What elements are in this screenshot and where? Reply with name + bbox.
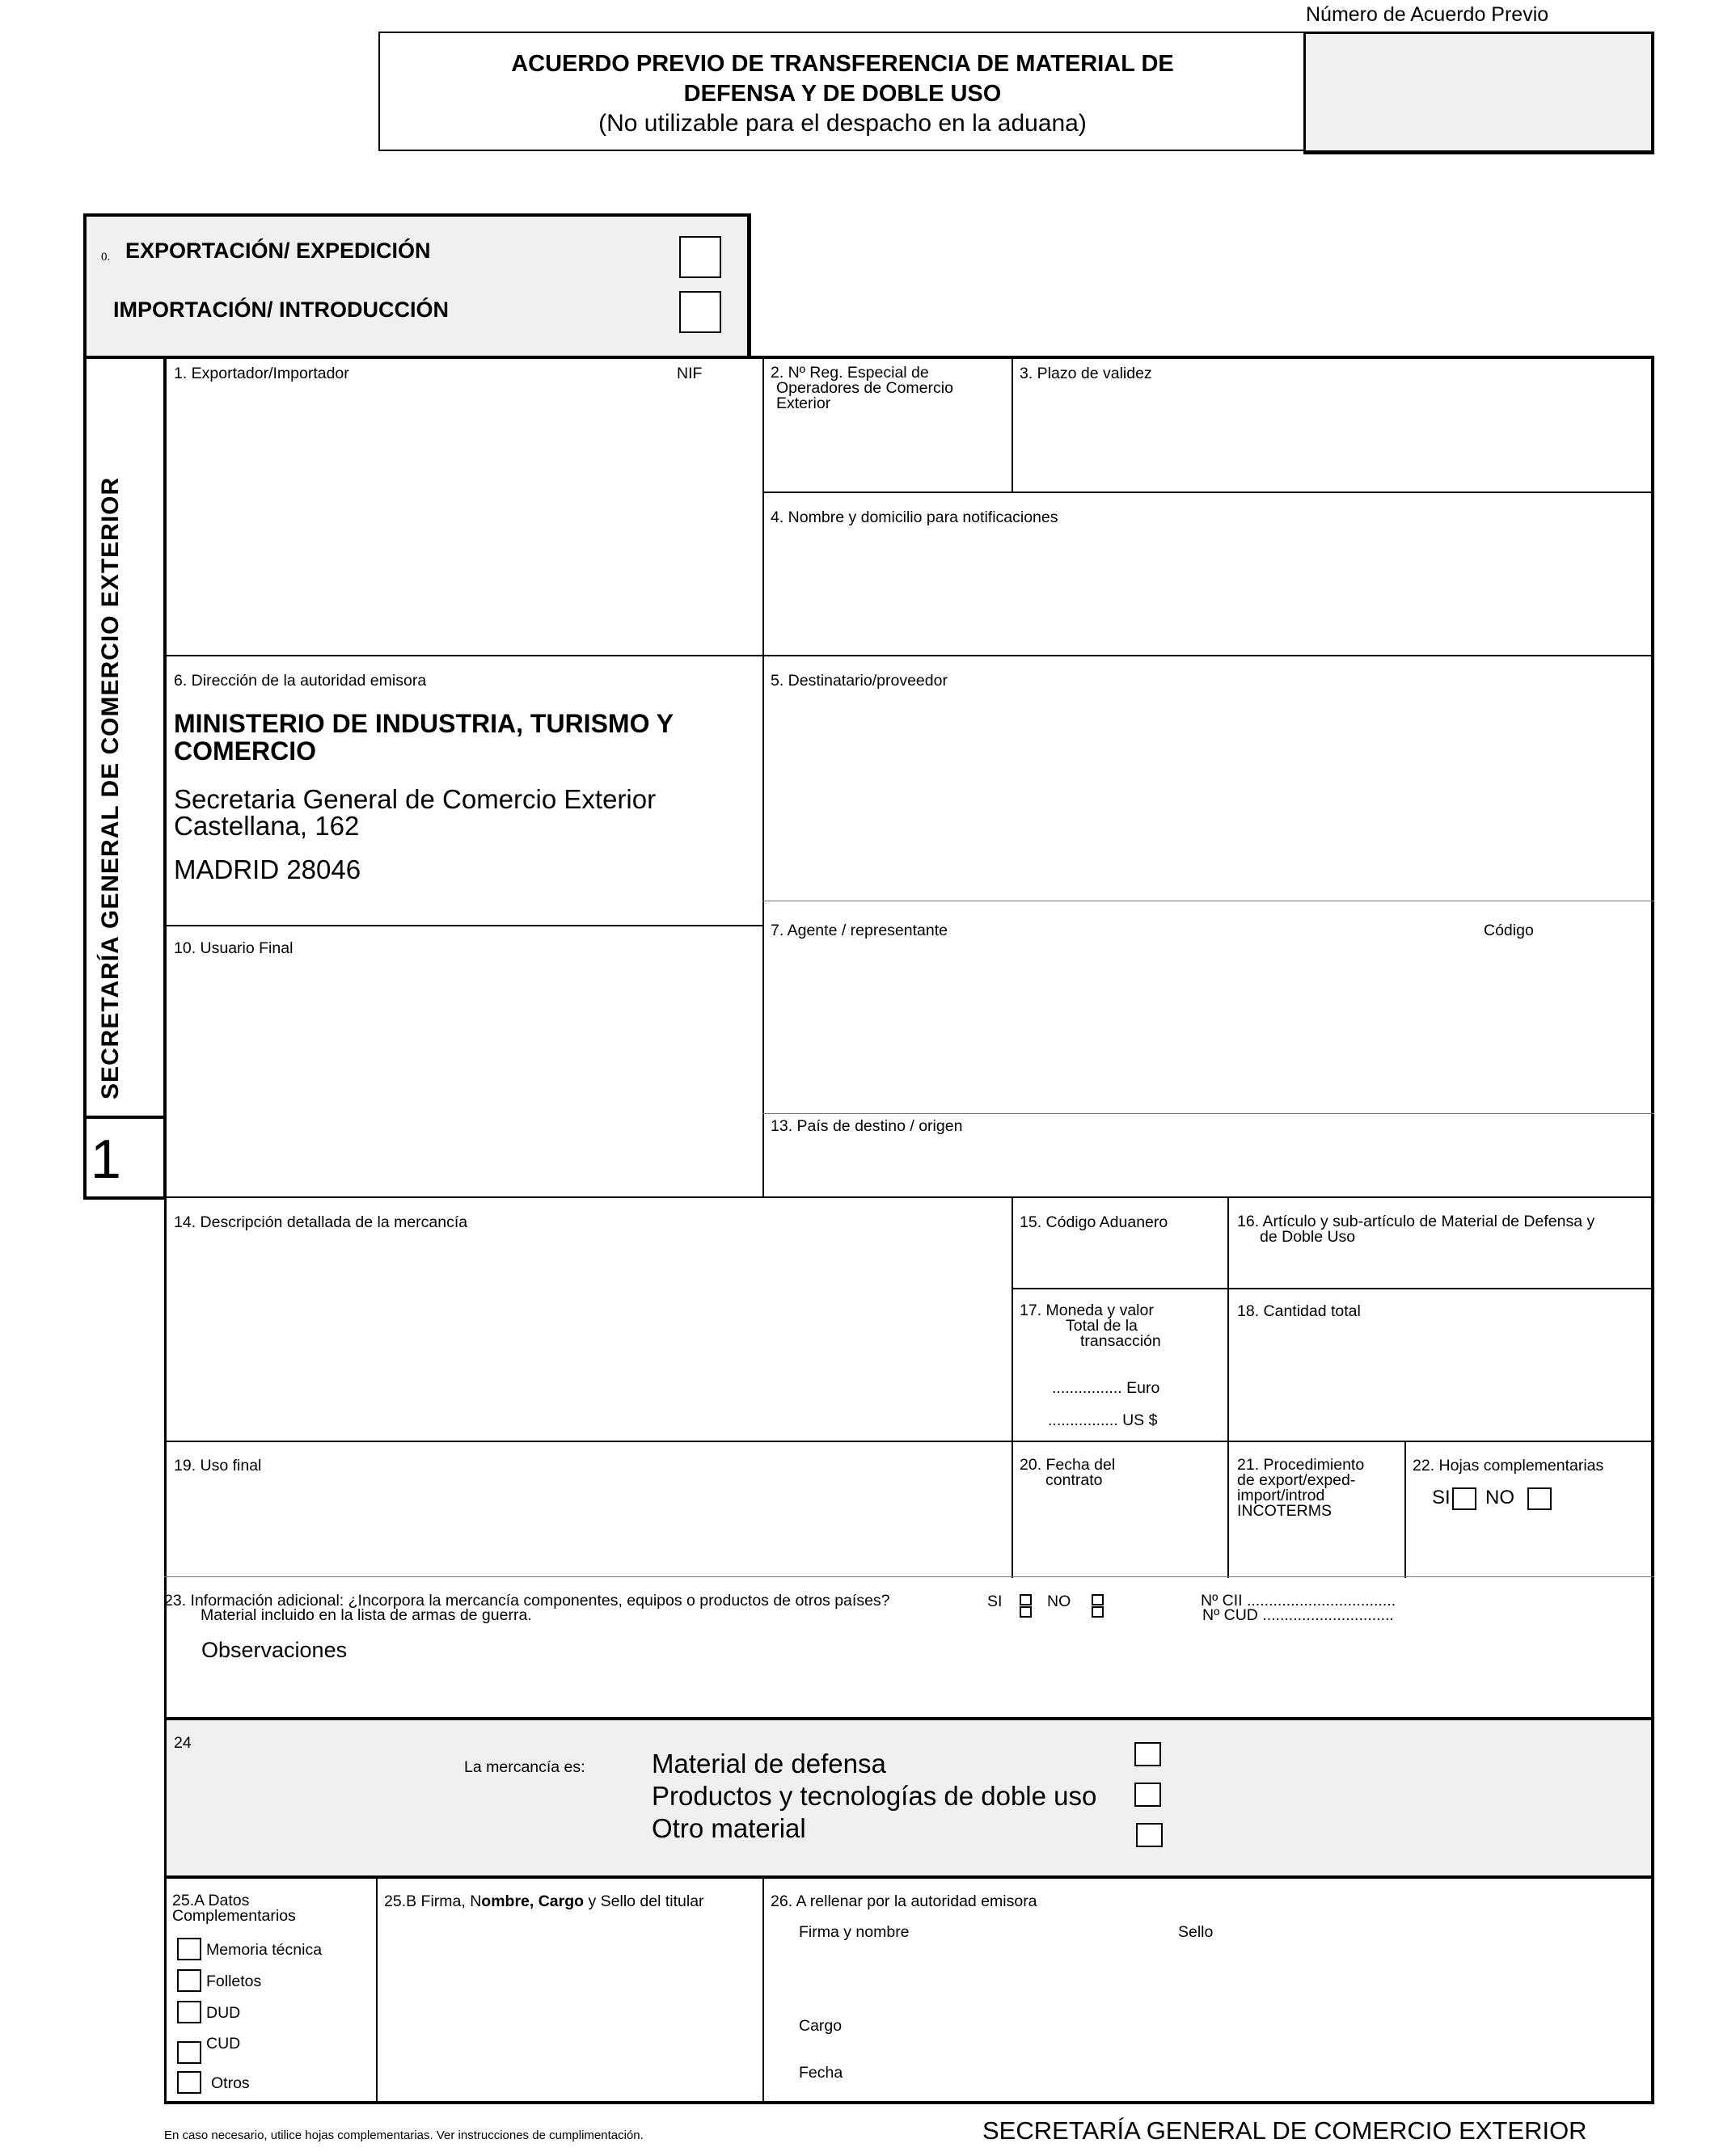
field-goods-type	[167, 1720, 1651, 1875]
section-export-import	[83, 213, 751, 359]
field-14-label: 14. Descripción detallada de la mercancía	[174, 1213, 468, 1231]
footer-note: En caso necesario, utilice hojas complementarias. Ver instrucciones de cumplimentación.	[164, 2129, 644, 2142]
field-additional-info[interactable]	[166, 1578, 1652, 1717]
field-25a-label-line1: 25.A Datos	[172, 1892, 250, 1909]
field-22-si-checkbox[interactable]	[1452, 1487, 1476, 1510]
field-16-label-line1: 16. Artículo y sub-artículo de Material de Defensa y	[1237, 1213, 1595, 1230]
divider-row-13	[762, 1113, 1654, 1114]
field-2-label-line1: 2. Nº Reg. Especial de	[771, 364, 929, 382]
field-24-label: 24	[174, 1734, 192, 1752]
field-23-si-label: SI	[987, 1593, 1003, 1610]
field-23-si-checkbox-1[interactable]	[1020, 1594, 1032, 1605]
side-vertical-text-wrap	[87, 356, 124, 1116]
field-25a-label-line2: Complementarios	[172, 1907, 296, 1925]
import-label: IMPORTACIÓN/ INTRODUCCIÓN	[113, 297, 449, 322]
goods-type-other-label: Otro material	[652, 1813, 806, 1843]
divider-row-23	[164, 1576, 1654, 1577]
brochures-checkbox[interactable]	[177, 1969, 201, 1992]
field-goods-description[interactable]	[166, 1198, 1012, 1441]
field-17-label-line1: 17. Moneda y valor	[1020, 1302, 1154, 1319]
field-1-nif-label: NIF	[677, 365, 703, 382]
field-complementary-sheets	[1406, 1442, 1652, 1576]
brochures-label: Folletos	[206, 1972, 262, 1990]
field-22-no-label: NO	[1485, 1487, 1514, 1508]
field-23-no-checkbox-2[interactable]	[1092, 1606, 1104, 1618]
field-7-code-label: Código	[1484, 922, 1534, 939]
field-contract-date[interactable]	[1013, 1442, 1227, 1576]
field-end-use[interactable]	[166, 1442, 1012, 1576]
field-validity[interactable]	[1013, 359, 1652, 492]
field-4-label: 4. Nombre y domicilio para notificaciones	[771, 508, 1058, 526]
goods-type-dual-use-label: Productos y tecnologías de doble uso	[652, 1781, 1097, 1811]
field-22-label: 22. Hojas complementarias	[1413, 1457, 1604, 1475]
field-23-cud: Nº CUD ..............................	[1202, 1606, 1394, 1624]
field-destination-country[interactable]	[764, 1115, 1652, 1196]
agreement-number-field[interactable]	[1303, 32, 1654, 154]
goods-type-dual-use-checkbox[interactable]	[1134, 1783, 1161, 1807]
field-21-label-line2: de export/exped-	[1237, 1471, 1356, 1489]
field-23-no-label: NO	[1047, 1593, 1071, 1610]
field-operator-registry[interactable]	[764, 359, 1012, 492]
field-15-label: 15. Código Aduanero	[1020, 1213, 1168, 1231]
field-notification-address[interactable]	[764, 493, 1652, 655]
field-2-label-line2: Operadores de Comercio	[776, 379, 953, 397]
field-7-label: 7. Agente / representante	[771, 922, 948, 939]
goods-type-defense-label: Material de defensa	[652, 1749, 886, 1778]
field-exporter-importer[interactable]	[166, 359, 762, 655]
agreement-number-label: Número de Acuerdo Previo	[1306, 3, 1549, 26]
dud-label: DUD	[206, 2004, 241, 2022]
field-2-label-line3: Exterior	[776, 394, 831, 412]
field-23-si-checkbox-2[interactable]	[1020, 1606, 1032, 1618]
cud-label: CUD	[206, 2035, 241, 2053]
field-21-label-line1: 21. Procedimiento	[1237, 1456, 1365, 1474]
section0-number: 0.	[101, 251, 111, 264]
field-article-subarticle[interactable]	[1229, 1198, 1652, 1288]
form-title-line1: ACUERDO PREVIO DE TRANSFERENCIA DE MATERIAL DE	[511, 51, 1174, 77]
technical-report-checkbox[interactable]	[177, 1938, 201, 1960]
field-23-label-line1: 23. Información adicional: ¿Incorpora la mercancía componentes, equipos o productos de otros países?	[164, 1592, 890, 1610]
field-1-label: 1. Exportador/Importador	[174, 365, 349, 382]
field-total-quantity[interactable]	[1229, 1289, 1652, 1441]
field-26-date-label: Fecha	[799, 2064, 843, 2082]
field-17-euro: ................ Euro	[1052, 1379, 1160, 1397]
authority-address-line1: Secretaria General de Comercio Exterior	[174, 784, 657, 814]
field-holder-signature[interactable]	[378, 1879, 762, 2104]
field-19-label: 19. Uso final	[174, 1457, 262, 1475]
others-checkbox[interactable]	[177, 2071, 201, 2094]
field-22-si-label: SI	[1432, 1487, 1451, 1508]
field-23-observations-label: Observaciones	[201, 1638, 348, 1662]
copy-number: 1	[91, 1129, 121, 1190]
field-26-signature-label: Firma y nombre	[799, 1923, 910, 1941]
field-17-label-line3: transacción	[1080, 1332, 1161, 1350]
field-5-label: 5. Destinatario/proveedor	[771, 672, 948, 690]
dud-checkbox[interactable]	[177, 2001, 201, 2023]
field-issuing-authority-use	[764, 1879, 1652, 2104]
export-label: EXPORTACIÓN/ EXPEDICIÓN	[125, 238, 431, 263]
field-consignee-supplier[interactable]	[764, 656, 1652, 901]
others-label: Otros	[211, 2074, 250, 2092]
import-checkbox[interactable]	[679, 291, 721, 333]
field-25b-label: 25.B Firma, Nombre, Cargo y Sello del titular	[384, 1892, 704, 1910]
field-issuing-authority	[166, 656, 762, 925]
field-24-intro: La mercancía es:	[464, 1758, 585, 1776]
field-customs-code[interactable]	[1013, 1198, 1227, 1288]
field-22-no-checkbox[interactable]	[1527, 1487, 1552, 1510]
ministry-name-line1: MINISTERIO DE INDUSTRIA, TURISMO Y	[174, 709, 674, 738]
form-title-line2: DEFENSA Y DE DOBLE USO	[683, 81, 1002, 107]
field-3-label: 3. Plazo de validez	[1020, 365, 1152, 382]
ministry-name-line2: COMERCIO	[174, 736, 316, 766]
field-21-label-line3: import/introd	[1237, 1487, 1325, 1504]
authority-address-line3: MADRID 28046	[174, 854, 361, 884]
field-23-cii: Nº CII ..................................	[1201, 1592, 1396, 1610]
cud-checkbox[interactable]	[177, 2041, 201, 2064]
authority-address-line2: Castellana, 162	[174, 811, 360, 841]
footer-organization: SECRETARÍA GENERAL DE COMERCIO EXTERIOR	[982, 2116, 1587, 2145]
field-17-label-line2: Total de la	[1066, 1317, 1138, 1335]
field-18-label: 18. Cantidad total	[1237, 1302, 1361, 1320]
field-10-label: 10. Usuario Final	[174, 939, 294, 957]
field-20-label-line2: contrato	[1045, 1471, 1103, 1489]
field-20-label-line1: 20. Fecha del	[1020, 1456, 1116, 1474]
field-6-label: 6. Dirección de la autoridad emisora	[174, 672, 427, 690]
field-currency-value[interactable]	[1013, 1289, 1227, 1441]
form-subtitle: (No utilizable para el despacho en la aduana)	[598, 110, 1087, 137]
field-26-label: 26. A rellenar por la autoridad emisora	[771, 1892, 1037, 1910]
field-23-no-checkbox-1[interactable]	[1092, 1594, 1104, 1605]
field-17-usd: ................ US $	[1048, 1411, 1158, 1429]
field-21-label-line4: INCOTERMS	[1237, 1502, 1332, 1520]
field-end-user[interactable]	[166, 926, 762, 1196]
goods-type-other-checkbox[interactable]	[1136, 1823, 1163, 1847]
title-box	[378, 32, 1307, 151]
side-divider	[83, 1116, 166, 1119]
field-supplementary-data	[166, 1879, 376, 2104]
field-26-position-label: Cargo	[799, 2017, 843, 2035]
field-23-label-line2: Material incluido en la lista de armas de guerra.	[201, 1606, 532, 1624]
field-agent-representative[interactable]	[764, 902, 1652, 1113]
side-vertical-text: SECRETARÍA GENERAL DE COMERCIO EXTERIOR	[97, 476, 124, 1099]
field-13-label: 13. País de destino / origen	[771, 1117, 963, 1135]
field-16-label-line2: de Doble Uso	[1260, 1228, 1356, 1246]
field-procedure-incoterms[interactable]	[1229, 1442, 1404, 1576]
export-checkbox[interactable]	[679, 236, 721, 278]
field-26-stamp-label: Sello	[1178, 1923, 1214, 1941]
goods-type-defense-checkbox[interactable]	[1134, 1742, 1161, 1766]
technical-report-label: Memoria técnica	[206, 1941, 323, 1959]
